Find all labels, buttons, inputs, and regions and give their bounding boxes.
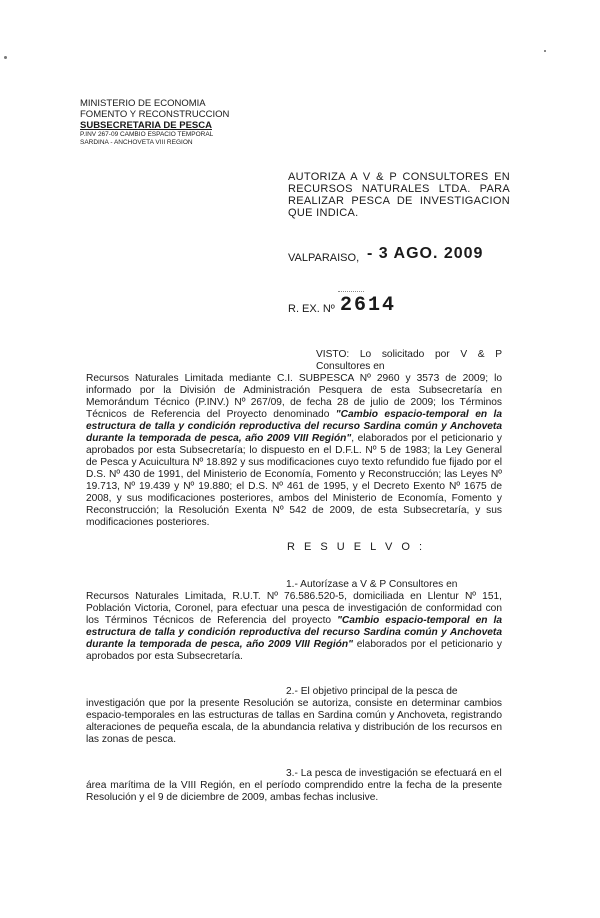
visto-project-title: "Cambio espacio-temporal en la estructura de talla y condición reproductiva del recurso Sardina común y Anchoveta durante la temporada de pesca, año 2009 VIII Región"	[86, 409, 502, 444]
resolution-number-label: R. EX. Nº	[288, 303, 335, 315]
header-fomento: FOMENTO Y RECONSTRUCCION	[80, 109, 230, 120]
visto-text: Recursos Naturales Limitada mediante C.I. SUBPESCA Nº 2960 y 3573 de 2009; lo informado por la División de Administración Pesquera de esta Subsecretaría en Memorándum Técnico (P.INV.) Nº 267/09, de fecha 28 de julio de 2009; los Términos Técnicos de Referencia del Proyecto denominado	[86, 373, 502, 420]
resolution-number: 2614	[340, 294, 397, 317]
scan-speck	[4, 56, 7, 59]
item-2-text: investigación que por la presente Resolución se autoriza, consiste en determinar cambios espacio-temporales en las estructuras de tallas en Sardina común y Anchoveta, registrando alteraciones de pequeña escala, de la abundancia relativa y distribución de los recursos en las zonas de pesca.	[86, 698, 502, 745]
item-1-project-title: "Cambio espacio-temporal en la estructura de talla y condición reproductiva del recurso Sardina común y Anchoveta durante la temporada de pesca, año 2009 VIII Región"	[86, 615, 502, 650]
ministry-header	[80, 98, 270, 147]
item-3-lead: 3.- La pesca de investigación se efectuará en el	[286, 768, 502, 779]
header-species-region: SARDINA - ANCHOVETA VIII REGION	[80, 139, 193, 146]
item-3	[86, 768, 502, 804]
item-1-lead: 1.- Autorízase a V & P Consultores en	[286, 579, 458, 590]
scan-speck	[544, 50, 546, 52]
item-3-text: área marítima de la VIII Región, en el período comprendido entre la fecha de la presente Resolución y el 9 de diciembre de 2009, ambas fechas inclusive.	[86, 780, 502, 803]
place-label: VALPARAISO,	[288, 252, 360, 264]
header-subsecretaria: SUBSECRETARIA DE PESCA	[80, 120, 212, 131]
item-2-lead: 2.- El objetivo principal de la pesca de	[286, 686, 458, 697]
header-project-code: P.INV 267-09 CAMBIO ESPACIO TEMPORAL	[80, 131, 214, 138]
visto-lead: VISTO: Lo solicitado por V & P Consultores en	[316, 349, 502, 372]
resuelvo-heading: R E S U E L V O :	[287, 541, 426, 553]
visto-text-cont: , elaborados por el peticionario y aprobados por esta Subsecretaría; lo dispuesto en el D.F.L. Nº 5 de 1983; la Ley General de Pesca y Acuicultura Nº 18.892 y sus modificaciones cuyo texto refundido fue fijado por el D.S. Nº 430 de 1991, del Ministerio de Economía, Fomento y Reconstrucción; las Leyes Nº 19.713, Nº 19.439 y Nº 19.880; el D.S. Nº 461 de 1995, y el Decreto Exento Nº 1675 de 2008, y sus modificaciones posteriores, ambos del Ministerio de Economía, Fomento y Reconstrucción; la Resolución Exenta Nº 542 de 2009, de esta Subsecretaría, y sus modificaciones posteriores.	[86, 433, 502, 528]
resolution-subject: AUTORIZA A V & P CONSULTORES EN RECURSOS NATURALES LTDA. PARA REALIZAR PESCA DE INVESTIGACION QUE INDICA.	[288, 171, 510, 219]
item-1	[86, 579, 502, 663]
item-1-text: Recursos Naturales Limitada, R.U.T. Nº 76.586.520-5, domiciliada en Llentur Nº 151, Población Victoria, Coronel, para efectuar una pesca de investigación de conformidad con los Términos Técnicos de Referencia del proyecto	[86, 591, 502, 626]
signature-mark	[338, 291, 364, 293]
header-ministry: MINISTERIO DE ECONOMIA	[80, 98, 206, 109]
date-stamp: - 3 AGO. 2009	[367, 245, 484, 262]
visto-paragraph	[86, 349, 502, 529]
item-2	[86, 686, 502, 746]
item-1-text-cont: elaborados por el peticionario y aprobados por esta Subsecretaría.	[86, 639, 502, 662]
